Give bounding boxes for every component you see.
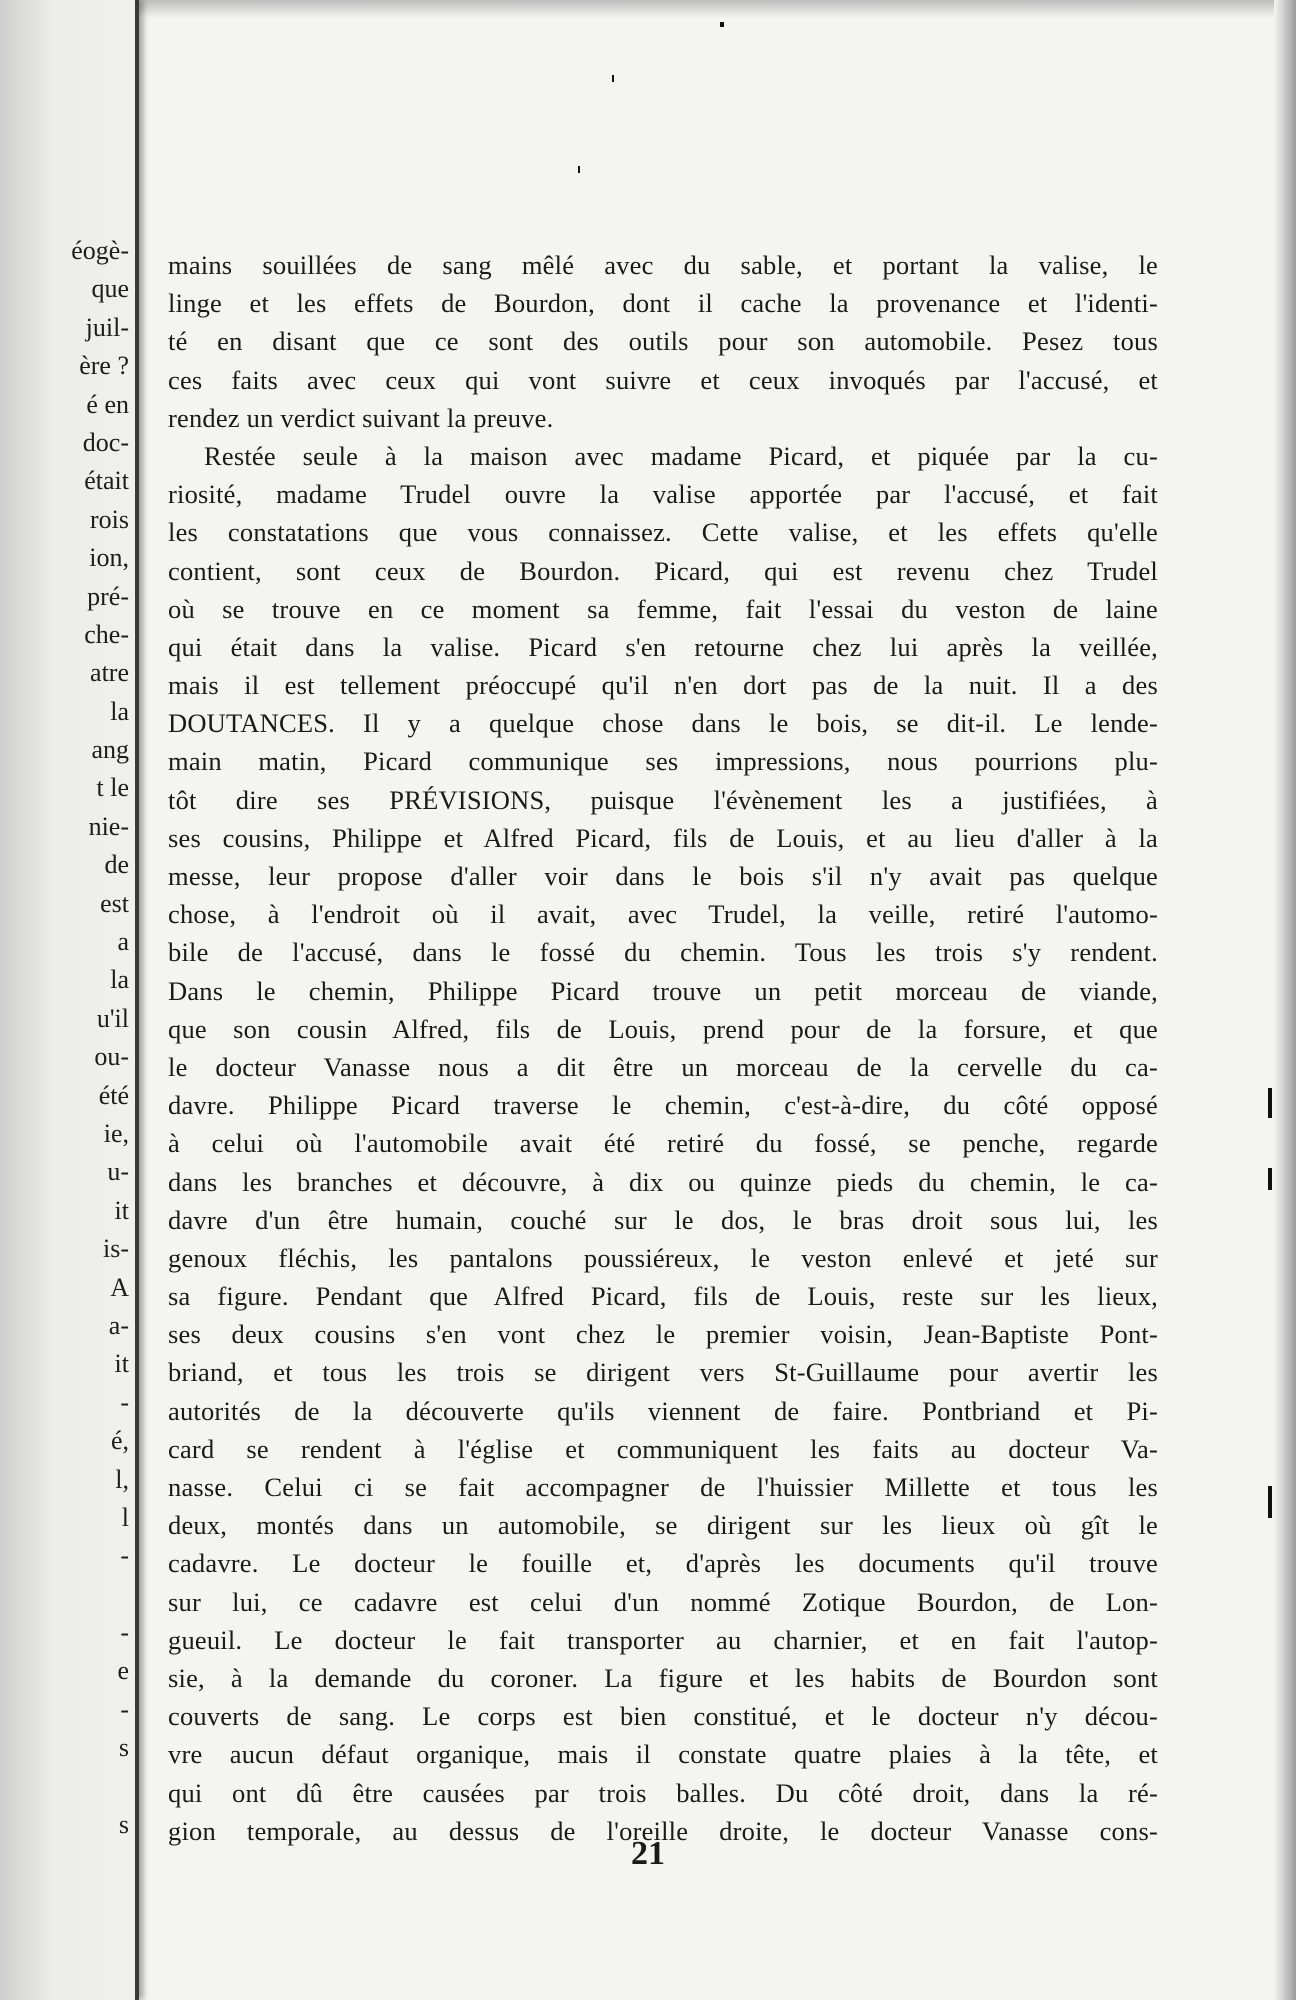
facing-page-fragment: s [118, 1810, 129, 1840]
facing-page-fragment: été [98, 1080, 129, 1110]
facing-page-fragment: é en [86, 389, 129, 419]
facing-page-fragment: pré- [87, 581, 129, 611]
text-line: riosité, madame Trudel ouvre la valise apportée par l'accusé, et fait [168, 479, 1158, 510]
facing-page-text [71, 232, 129, 1844]
facing-page-fragment: u'il [96, 1003, 129, 1033]
text-line: qui était dans la valise. Picard s'en retourne chez lui après la veillée, [168, 631, 1158, 662]
text-line: sie, à la demande du coroner. La figure et les habits de Bourdon sont [168, 1662, 1158, 1693]
scan-speck [1268, 1088, 1272, 1118]
scan-speck [1268, 1486, 1272, 1518]
facing-page-fragment: éogè- [71, 236, 129, 265]
text-line: autorités de la découverte qu'ils viennent de faire. Pontbriand et Pi- [168, 1395, 1158, 1426]
text-line: les constatations que vous connaissez. Cette valise, et les effets qu'elle [168, 517, 1158, 548]
text-line: gion temporale, au dessus de l'oreille droite, le docteur Vanasse cons- [168, 1815, 1158, 1846]
facing-page-fragment: que [91, 274, 129, 304]
text-line: davre. Philippe Picard traverse le chemin, c'est-à-dire, du côté opposé [168, 1090, 1158, 1121]
facing-page-fragment: ie, [103, 1118, 129, 1148]
text-line: dans les branches et découvre, à dix ou quinze pieds du chemin, le ca- [168, 1166, 1158, 1197]
text-line: nasse. Celui ci se fait accompagner de l'huissier Millette et tous les [168, 1472, 1158, 1502]
text-line: chose, à l'endroit où il avait, avec Trudel, la veille, retiré l'automo- [168, 899, 1158, 930]
text-line: que son cousin Alfred, fils de Louis, prend pour de la forsure, et que [168, 1013, 1158, 1044]
text-line: rendez un verdict suivant la preuve. [168, 402, 554, 433]
facing-page-fragment: t le [96, 773, 129, 803]
text-line: briand, et tous les trois se dirigent vers St-Guillaume pour avertir les [168, 1357, 1158, 1388]
text-line: vre aucun défaut organique, mais il constate quatre plaies à la tête, et [168, 1739, 1158, 1770]
text-line: main matin, Picard communique ses impressions, nous pourrions plu- [168, 746, 1158, 777]
facing-page-fragment: est [100, 888, 129, 918]
facing-page-fragment: l [121, 1502, 129, 1532]
facing-page-fragment [71, 1768, 129, 1806]
text-line: Dans le chemin, Philippe Picard trouve un petit morceau de viande, [168, 975, 1158, 1006]
text-line: ses cousins, Philippe et Alfred Picard, fils de Louis, et au lieu d'aller à la [168, 822, 1158, 853]
text-line: sa figure. Pendant que Alfred Picard, fils de Louis, reste sur les lieux, [168, 1281, 1158, 1312]
facing-page-fragment: ou- [94, 1042, 129, 1072]
text-line: genoux fléchis, les pantalons poussiéreux, le veston enlevé et jeté sur [168, 1242, 1158, 1273]
facing-page-fragment: juil- [85, 312, 129, 342]
facing-page-fragment: l, [115, 1464, 129, 1494]
scan-speck [612, 75, 614, 82]
facing-page-fragment: nie- [88, 811, 129, 841]
text-line: DOUTANCES. Il y a quelque chose dans le bois, se dit-il. Le lende- [168, 708, 1158, 739]
text-line: tôt dire ses PRÉVISIONS, puisque l'évènement les a justifiées, à [168, 784, 1158, 815]
facing-page-fragment: la [110, 696, 129, 726]
text-line: cadavre. Le docteur le fouille et, d'après les documents qu'il trouve [168, 1548, 1158, 1579]
text-line: sur lui, ce cadavre est celui d'un nommé Zotique Bourdon, de Lon- [168, 1586, 1158, 1617]
facing-page-fragment: é, [110, 1426, 129, 1456]
text-line: qui ont dû être causées par trois balles. Du côté droit, dans la ré- [168, 1777, 1158, 1808]
facing-page-fragment: - [120, 1541, 129, 1571]
facing-page-fragment: u- [107, 1157, 129, 1187]
text-line: linge et les effets de Bourdon, dont il cache la provenance et l'identi- [168, 288, 1158, 319]
text-line: davre d'un être humain, couché sur le dos, le bras droit sous lui, les [168, 1204, 1158, 1235]
text-line: ces faits avec ceux qui vont suivre et ceux invoqués par l'accusé, et [168, 364, 1158, 395]
text-line: mais il est tellement préoccupé qu'il n'en dort pas de la nuit. Il a des [168, 670, 1158, 701]
facing-page-fragment: is- [103, 1234, 129, 1264]
text-line: Restée seule à la maison avec madame Picard, et piquée par la cu- [204, 440, 1158, 471]
text-line: deux, montés dans un automobile, se dirigent sur les lieux où gît le [168, 1510, 1158, 1541]
text-line: couverts de sang. Le corps est bien constitué, et le docteur n'y décou- [168, 1701, 1158, 1732]
text-line: bile de l'accusé, dans le fossé du chemin. Tous les trois s'y rendent. [168, 937, 1158, 968]
page-right-edge [1274, 0, 1296, 2000]
facing-page-fragment: a [117, 927, 129, 957]
page-number: 21 [631, 1835, 665, 1872]
text-line: té en disant que ce sont des outils pour son automobile. Pesez tous [168, 326, 1158, 357]
facing-page-fragment: s [118, 1733, 129, 1763]
scan-speck [1268, 1168, 1272, 1190]
text-line: contient, sont ceux de Bourdon. Picard, qui est revenu chez Trudel [168, 555, 1158, 586]
facing-page-fragment: rois [90, 504, 129, 534]
facing-page-fragment: A [110, 1272, 129, 1302]
facing-page-fragment: de [104, 850, 129, 880]
facing-page-fragment: la [110, 965, 129, 995]
scan-speck [720, 22, 724, 27]
facing-page-fragment: che- [84, 619, 129, 649]
text-line: mains souillées de sang mêlé avec du sable, et portant la valise, le [168, 250, 1158, 280]
facing-page-fragment: e [117, 1656, 129, 1686]
facing-page-fragment: it [114, 1195, 129, 1225]
text-line: le docteur Vanasse nous a dit être un morceau de la cervelle du ca- [168, 1051, 1158, 1082]
facing-page-fragment: - [120, 1694, 129, 1724]
page-top-shadow [135, 0, 1296, 18]
facing-page-edge [0, 0, 139, 2000]
facing-page-fragment: a- [108, 1310, 129, 1340]
scan-speck [578, 166, 580, 173]
text-line: messe, leur propose d'aller voir dans le bois s'il n'y avait pas quelque [168, 861, 1158, 891]
facing-page-fragment: était [84, 466, 129, 496]
text-line: ses deux cousins s'en vont chez le premier voisin, Jean-Baptiste Pont- [168, 1319, 1158, 1350]
facing-page-fragment: atre [90, 658, 129, 688]
body-text [168, 246, 1158, 1850]
text-line: à celui où l'automobile avait été retiré du fossé, se penche, regarde [168, 1128, 1158, 1159]
text-line: gueuil. Le docteur le fait transporter au charnier, et en fait l'autop- [168, 1624, 1158, 1655]
facing-page-fragment: ion, [89, 543, 129, 573]
facing-page-fragment: it [114, 1349, 129, 1379]
text-line: card se rendent à l'église et communiquent les faits au docteur Va- [168, 1433, 1158, 1464]
facing-page-fragment: ère ? [79, 351, 129, 381]
text-line: où se trouve en ce moment sa femme, fait l'essai du veston de laine [168, 593, 1158, 624]
facing-page-fragment: - [120, 1618, 129, 1648]
facing-page-fragment [71, 1576, 129, 1614]
facing-page-fragment: ang [91, 735, 129, 765]
facing-page-fragment: doc- [82, 427, 129, 457]
facing-page-fragment: - [120, 1387, 129, 1417]
